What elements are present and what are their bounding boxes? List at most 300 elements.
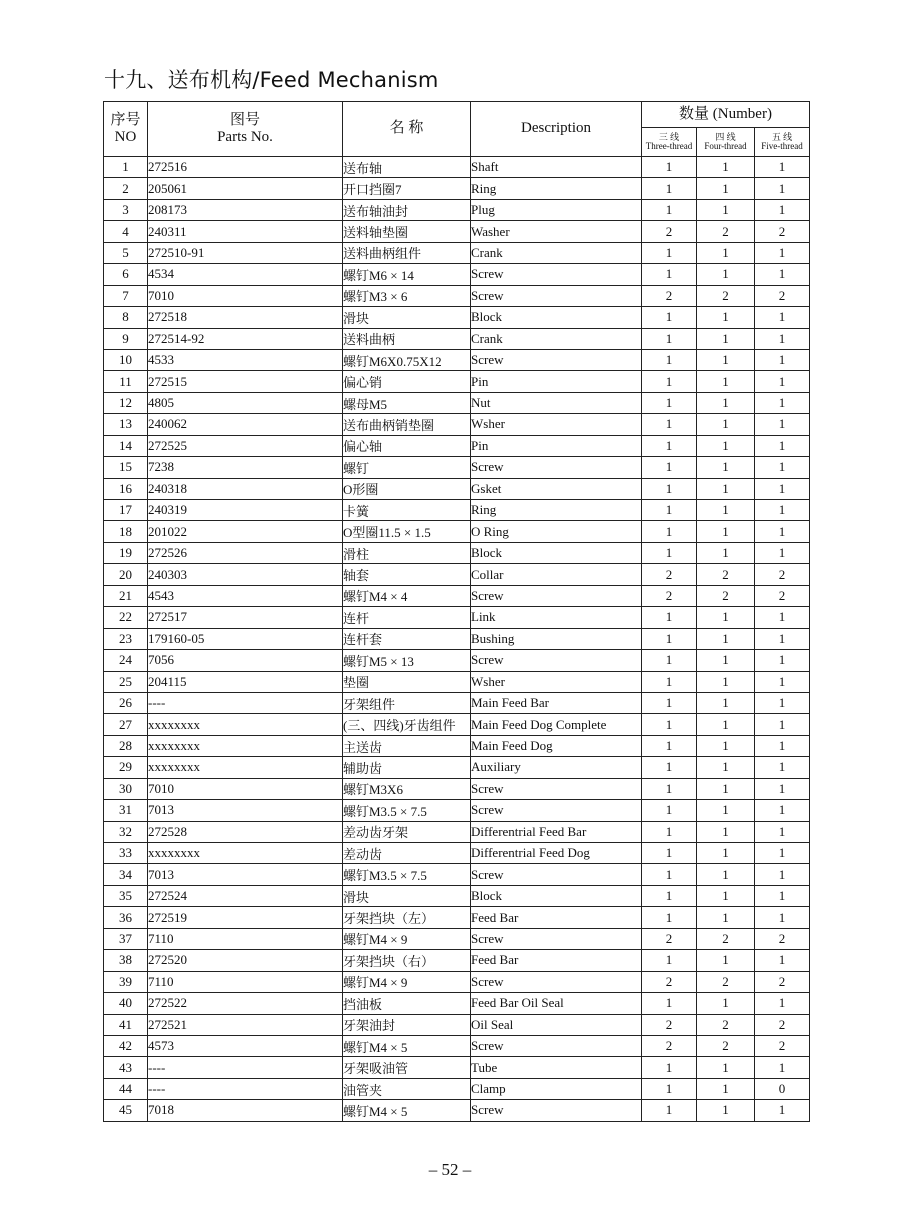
cell-qty-five-thread: 1 (755, 950, 810, 971)
cell-no: 25 (104, 671, 148, 692)
cell-name: 偏心销 (343, 371, 471, 392)
cell-qty-four-thread: 1 (697, 800, 755, 821)
cell-qty-four-thread: 1 (697, 178, 755, 199)
cell-qty-four-thread: 1 (697, 993, 755, 1014)
cell-qty-five-thread: 1 (755, 800, 810, 821)
cell-name: 螺钉M4 × 9 (343, 928, 471, 949)
header-four-zh: 四 线 (715, 131, 736, 142)
cell-qty-four-thread: 1 (697, 307, 755, 328)
cell-qty-four-thread: 1 (697, 650, 755, 671)
cell-qty-three-thread: 1 (642, 800, 697, 821)
cell-qty-five-thread: 1 (755, 735, 810, 756)
cell-description: Wsher (471, 414, 642, 435)
cell-name: 连杆套 (343, 628, 471, 649)
cell-qty-four-thread: 2 (697, 971, 755, 992)
cell-qty-three-thread: 1 (642, 950, 697, 971)
cell-no: 26 (104, 692, 148, 713)
cell-description: Nut (471, 392, 642, 413)
table-row (104, 928, 810, 949)
cell-name: 螺钉 (343, 457, 471, 478)
cell-qty-three-thread: 1 (642, 328, 697, 349)
cell-no: 36 (104, 907, 148, 928)
cell-qty-three-thread: 1 (642, 371, 697, 392)
cell-qty-four-thread: 1 (697, 821, 755, 842)
cell-qty-five-thread: 1 (755, 242, 810, 263)
header-number: 数量 (Number) (642, 102, 810, 128)
table-row (104, 1057, 810, 1078)
cell-no: 27 (104, 714, 148, 735)
cell-qty-five-thread: 1 (755, 692, 810, 713)
cell-part-no: 240319 (148, 500, 343, 521)
cell-qty-four-thread: 1 (697, 457, 755, 478)
cell-name: 螺钉M6 × 14 (343, 264, 471, 285)
cell-qty-five-thread: 1 (755, 157, 810, 178)
cell-part-no: 272516 (148, 157, 343, 178)
cell-description: Gsket (471, 478, 642, 499)
cell-no: 41 (104, 1014, 148, 1035)
cell-description: O Ring (471, 521, 642, 542)
cell-qty-four-thread: 1 (697, 714, 755, 735)
cell-description: Auxiliary (471, 757, 642, 778)
cell-part-no: 272514-92 (148, 328, 343, 349)
cell-name: 滑块 (343, 885, 471, 906)
header-parts-no (148, 102, 343, 157)
cell-qty-five-thread: 1 (755, 457, 810, 478)
cell-qty-three-thread: 1 (642, 843, 697, 864)
parts-table (103, 101, 810, 1122)
table-row (104, 757, 810, 778)
cell-name: 送料曲柄组件 (343, 242, 471, 263)
cell-qty-five-thread: 1 (755, 714, 810, 735)
cell-no: 4 (104, 221, 148, 242)
cell-qty-four-thread: 1 (697, 392, 755, 413)
cell-qty-three-thread: 1 (642, 435, 697, 456)
cell-name: O形圈 (343, 478, 471, 499)
cell-name: (三、四线)牙齿组件 (343, 714, 471, 735)
cell-no: 20 (104, 564, 148, 585)
cell-name: 挡油板 (343, 993, 471, 1014)
cell-part-no: 7110 (148, 971, 343, 992)
table-row (104, 735, 810, 756)
cell-qty-three-thread: 1 (642, 607, 697, 628)
cell-qty-three-thread: 1 (642, 1057, 697, 1078)
cell-qty-four-thread: 1 (697, 242, 755, 263)
cell-description: Ring (471, 178, 642, 199)
cell-name: 开口挡圈7 (343, 178, 471, 199)
cell-part-no: 4534 (148, 264, 343, 285)
cell-qty-five-thread: 1 (755, 821, 810, 842)
cell-name: 油管夹 (343, 1078, 471, 1099)
cell-no: 42 (104, 1035, 148, 1056)
cell-name: 轴套 (343, 564, 471, 585)
cell-qty-four-thread: 2 (697, 928, 755, 949)
cell-part-no: 240318 (148, 478, 343, 499)
cell-qty-three-thread: 1 (642, 885, 697, 906)
cell-part-no: 7010 (148, 285, 343, 306)
cell-qty-three-thread: 1 (642, 349, 697, 370)
cell-qty-three-thread: 1 (642, 628, 697, 649)
cell-description: Block (471, 885, 642, 906)
cell-qty-three-thread: 2 (642, 1035, 697, 1056)
cell-part-no: 240062 (148, 414, 343, 435)
cell-qty-three-thread: 1 (642, 199, 697, 220)
cell-name: 连杆 (343, 607, 471, 628)
cell-qty-three-thread: 1 (642, 1100, 697, 1121)
cell-name: 螺钉M3.5 × 7.5 (343, 864, 471, 885)
cell-qty-three-thread: 1 (642, 692, 697, 713)
cell-name: 牙架组件 (343, 692, 471, 713)
cell-name: 主送齿 (343, 735, 471, 756)
table-row (104, 242, 810, 263)
cell-qty-three-thread: 1 (642, 157, 697, 178)
cell-qty-four-thread: 1 (697, 778, 755, 799)
table-row (104, 971, 810, 992)
cell-name: 送布曲柄销垫圈 (343, 414, 471, 435)
header-three-en: Three-thread (645, 141, 693, 151)
cell-part-no: 272515 (148, 371, 343, 392)
table-row (104, 628, 810, 649)
cell-qty-four-thread: 1 (697, 885, 755, 906)
cell-qty-four-thread: 2 (697, 221, 755, 242)
cell-name: 牙架吸油管 (343, 1057, 471, 1078)
table-row (104, 157, 810, 178)
cell-description: Shaft (471, 157, 642, 178)
table-row (104, 907, 810, 928)
cell-qty-five-thread: 1 (755, 478, 810, 499)
cell-name: 牙架挡块（右） (343, 950, 471, 971)
cell-description: Screw (471, 457, 642, 478)
header-five-en: Five-thread (761, 141, 803, 151)
table-row (104, 500, 810, 521)
cell-no: 16 (104, 478, 148, 499)
cell-description: Block (471, 307, 642, 328)
cell-part-no: 272518 (148, 307, 343, 328)
cell-description: Tube (471, 1057, 642, 1078)
cell-qty-three-thread: 1 (642, 542, 697, 563)
cell-description: Screw (471, 800, 642, 821)
cell-qty-four-thread: 1 (697, 864, 755, 885)
cell-qty-four-thread: 1 (697, 907, 755, 928)
cell-qty-five-thread: 1 (755, 521, 810, 542)
cell-name: 螺钉M3X6 (343, 778, 471, 799)
cell-part-no: 272517 (148, 607, 343, 628)
cell-description: Screw (471, 1100, 642, 1121)
cell-qty-three-thread: 2 (642, 285, 697, 306)
cell-part-no: ---- (148, 1078, 343, 1099)
cell-no: 22 (104, 607, 148, 628)
cell-qty-five-thread: 1 (755, 392, 810, 413)
cell-qty-four-thread: 1 (697, 414, 755, 435)
cell-qty-five-thread: 1 (755, 671, 810, 692)
cell-qty-five-thread: 1 (755, 843, 810, 864)
header-five-thread (755, 128, 810, 157)
cell-qty-five-thread: 2 (755, 971, 810, 992)
cell-qty-five-thread: 1 (755, 328, 810, 349)
cell-qty-three-thread: 1 (642, 178, 697, 199)
cell-no: 29 (104, 757, 148, 778)
cell-qty-four-thread: 2 (697, 1035, 755, 1056)
cell-description: Pin (471, 435, 642, 456)
cell-part-no: 240303 (148, 564, 343, 585)
cell-qty-three-thread: 2 (642, 221, 697, 242)
cell-qty-five-thread: 1 (755, 607, 810, 628)
cell-qty-four-thread: 1 (697, 328, 755, 349)
cell-part-no: 272524 (148, 885, 343, 906)
cell-no: 43 (104, 1057, 148, 1078)
cell-name: 螺钉M5 × 13 (343, 650, 471, 671)
cell-qty-five-thread: 1 (755, 1100, 810, 1121)
cell-no: 39 (104, 971, 148, 992)
table-row (104, 414, 810, 435)
cell-description: Washer (471, 221, 642, 242)
table-row (104, 671, 810, 692)
cell-no: 15 (104, 457, 148, 478)
cell-qty-five-thread: 1 (755, 178, 810, 199)
table-row (104, 478, 810, 499)
cell-name: 螺钉M6X0.75X12 (343, 349, 471, 370)
table-row (104, 349, 810, 370)
cell-qty-three-thread: 1 (642, 264, 697, 285)
cell-name: 牙架油封 (343, 1014, 471, 1035)
cell-name: 送料轴垫圈 (343, 221, 471, 242)
table-row (104, 307, 810, 328)
cell-description: Feed Bar (471, 907, 642, 928)
cell-no: 38 (104, 950, 148, 971)
cell-qty-three-thread: 1 (642, 757, 697, 778)
cell-description: Main Feed Dog (471, 735, 642, 756)
cell-description: Screw (471, 864, 642, 885)
header-parts-zh: 图号 (229, 111, 260, 128)
cell-qty-four-thread: 1 (697, 500, 755, 521)
table-row (104, 885, 810, 906)
table-row (104, 864, 810, 885)
cell-no: 14 (104, 435, 148, 456)
cell-qty-five-thread: 1 (755, 349, 810, 370)
cell-qty-five-thread: 1 (755, 414, 810, 435)
cell-qty-five-thread: 1 (755, 435, 810, 456)
header-name: 名 称 (343, 102, 471, 157)
cell-qty-four-thread: 2 (697, 585, 755, 606)
cell-part-no: 7018 (148, 1100, 343, 1121)
cell-qty-three-thread: 1 (642, 392, 697, 413)
cell-name: 滑块 (343, 307, 471, 328)
cell-part-no: 201022 (148, 521, 343, 542)
cell-part-no: xxxxxxxx (148, 843, 343, 864)
cell-no: 17 (104, 500, 148, 521)
cell-qty-four-thread: 1 (697, 950, 755, 971)
cell-qty-four-thread: 1 (697, 843, 755, 864)
cell-qty-three-thread: 1 (642, 414, 697, 435)
cell-no: 45 (104, 1100, 148, 1121)
cell-no: 1 (104, 157, 148, 178)
cell-qty-three-thread: 2 (642, 971, 697, 992)
cell-qty-four-thread: 1 (697, 199, 755, 220)
cell-part-no: 240311 (148, 221, 343, 242)
cell-qty-three-thread: 1 (642, 735, 697, 756)
cell-no: 35 (104, 885, 148, 906)
cell-description: Screw (471, 778, 642, 799)
cell-qty-three-thread: 1 (642, 478, 697, 499)
cell-part-no: 272522 (148, 993, 343, 1014)
cell-name: 螺钉M4 × 4 (343, 585, 471, 606)
cell-name: 差动齿 (343, 843, 471, 864)
cell-qty-four-thread: 1 (697, 735, 755, 756)
cell-no: 8 (104, 307, 148, 328)
cell-description: Screw (471, 971, 642, 992)
table-row (104, 650, 810, 671)
cell-no: 40 (104, 993, 148, 1014)
cell-description: Oil Seal (471, 1014, 642, 1035)
cell-qty-five-thread: 1 (755, 199, 810, 220)
cell-no: 13 (104, 414, 148, 435)
table-row (104, 542, 810, 563)
cell-part-no: 4543 (148, 585, 343, 606)
cell-description: Feed Bar Oil Seal (471, 993, 642, 1014)
cell-description: Feed Bar (471, 950, 642, 971)
cell-description: Screw (471, 928, 642, 949)
table-row (104, 178, 810, 199)
cell-description: Screw (471, 349, 642, 370)
cell-description: Crank (471, 328, 642, 349)
table-row (104, 328, 810, 349)
cell-part-no: 272528 (148, 821, 343, 842)
cell-description: Link (471, 607, 642, 628)
cell-name: 送布轴油封 (343, 199, 471, 220)
cell-qty-five-thread: 1 (755, 542, 810, 563)
cell-description: Differentrial Feed Dog (471, 843, 642, 864)
cell-qty-four-thread: 2 (697, 285, 755, 306)
cell-part-no: xxxxxxxx (148, 735, 343, 756)
cell-name: 螺钉M3 × 6 (343, 285, 471, 306)
cell-part-no: xxxxxxxx (148, 757, 343, 778)
cell-part-no: 4573 (148, 1035, 343, 1056)
cell-qty-four-thread: 1 (697, 757, 755, 778)
cell-qty-four-thread: 1 (697, 1057, 755, 1078)
cell-no: 19 (104, 542, 148, 563)
table-row (104, 221, 810, 242)
cell-qty-three-thread: 1 (642, 457, 697, 478)
cell-qty-four-thread: 1 (697, 607, 755, 628)
cell-qty-four-thread: 1 (697, 435, 755, 456)
table-row (104, 435, 810, 456)
table-row (104, 607, 810, 628)
cell-part-no: 272520 (148, 950, 343, 971)
cell-qty-three-thread: 1 (642, 778, 697, 799)
cell-qty-five-thread: 1 (755, 757, 810, 778)
cell-no: 30 (104, 778, 148, 799)
cell-part-no: ---- (148, 692, 343, 713)
table-row (104, 950, 810, 971)
cell-part-no: 7056 (148, 650, 343, 671)
cell-name: 送布轴 (343, 157, 471, 178)
cell-part-no: 272521 (148, 1014, 343, 1035)
table-row (104, 1035, 810, 1056)
cell-qty-three-thread: 1 (642, 307, 697, 328)
cell-qty-five-thread: 1 (755, 864, 810, 885)
cell-part-no: 7238 (148, 457, 343, 478)
table-row (104, 778, 810, 799)
cell-name: 垫圈 (343, 671, 471, 692)
cell-qty-five-thread: 1 (755, 885, 810, 906)
header-four-thread (697, 128, 755, 157)
cell-qty-three-thread: 1 (642, 242, 697, 263)
table-row (104, 1078, 810, 1099)
cell-no: 28 (104, 735, 148, 756)
cell-part-no: 4805 (148, 392, 343, 413)
cell-no: 31 (104, 800, 148, 821)
table-row (104, 199, 810, 220)
cell-name: 辅助齿 (343, 757, 471, 778)
cell-qty-five-thread: 1 (755, 500, 810, 521)
cell-qty-three-thread: 1 (642, 521, 697, 542)
table-row (104, 843, 810, 864)
table-row (104, 285, 810, 306)
cell-qty-five-thread: 2 (755, 285, 810, 306)
header-no-en: NO (114, 129, 137, 145)
cell-qty-four-thread: 1 (697, 349, 755, 370)
cell-description: Screw (471, 585, 642, 606)
table-row (104, 564, 810, 585)
cell-qty-four-thread: 1 (697, 1100, 755, 1121)
cell-qty-three-thread: 1 (642, 500, 697, 521)
cell-qty-five-thread: 2 (755, 564, 810, 585)
table-row (104, 1100, 810, 1121)
cell-qty-four-thread: 1 (697, 521, 755, 542)
cell-description: Ring (471, 500, 642, 521)
cell-description: Clamp (471, 1078, 642, 1099)
header-parts-en: Parts No. (217, 129, 273, 145)
cell-name: 螺钉M4 × 5 (343, 1100, 471, 1121)
cell-description: Differentrial Feed Bar (471, 821, 642, 842)
header-description: Description (471, 102, 642, 157)
cell-qty-three-thread: 2 (642, 928, 697, 949)
cell-no: 11 (104, 371, 148, 392)
table-row (104, 821, 810, 842)
cell-no: 24 (104, 650, 148, 671)
cell-part-no: 205061 (148, 178, 343, 199)
cell-qty-four-thread: 1 (697, 371, 755, 392)
cell-no: 5 (104, 242, 148, 263)
cell-no: 44 (104, 1078, 148, 1099)
cell-qty-three-thread: 1 (642, 864, 697, 885)
cell-qty-three-thread: 1 (642, 671, 697, 692)
cell-no: 6 (104, 264, 148, 285)
cell-part-no: ---- (148, 1057, 343, 1078)
cell-qty-five-thread: 1 (755, 264, 810, 285)
page-title: 十九、送布机构/Feed Mechanism (104, 68, 439, 92)
cell-no: 32 (104, 821, 148, 842)
cell-no: 10 (104, 349, 148, 370)
cell-qty-five-thread: 1 (755, 650, 810, 671)
cell-qty-five-thread: 1 (755, 993, 810, 1014)
page-number: – 52 – (428, 1160, 472, 1179)
cell-no: 9 (104, 328, 148, 349)
cell-description: Screw (471, 285, 642, 306)
cell-part-no: 179160-05 (148, 628, 343, 649)
table-row (104, 264, 810, 285)
table-row (104, 392, 810, 413)
cell-part-no: 272525 (148, 435, 343, 456)
cell-part-no: 272519 (148, 907, 343, 928)
cell-qty-five-thread: 1 (755, 307, 810, 328)
cell-name: 牙架挡块（左） (343, 907, 471, 928)
cell-no: 3 (104, 199, 148, 220)
cell-no: 2 (104, 178, 148, 199)
cell-no: 12 (104, 392, 148, 413)
cell-no: 37 (104, 928, 148, 949)
header-no-zh: 序号 (110, 111, 141, 128)
table-row (104, 457, 810, 478)
